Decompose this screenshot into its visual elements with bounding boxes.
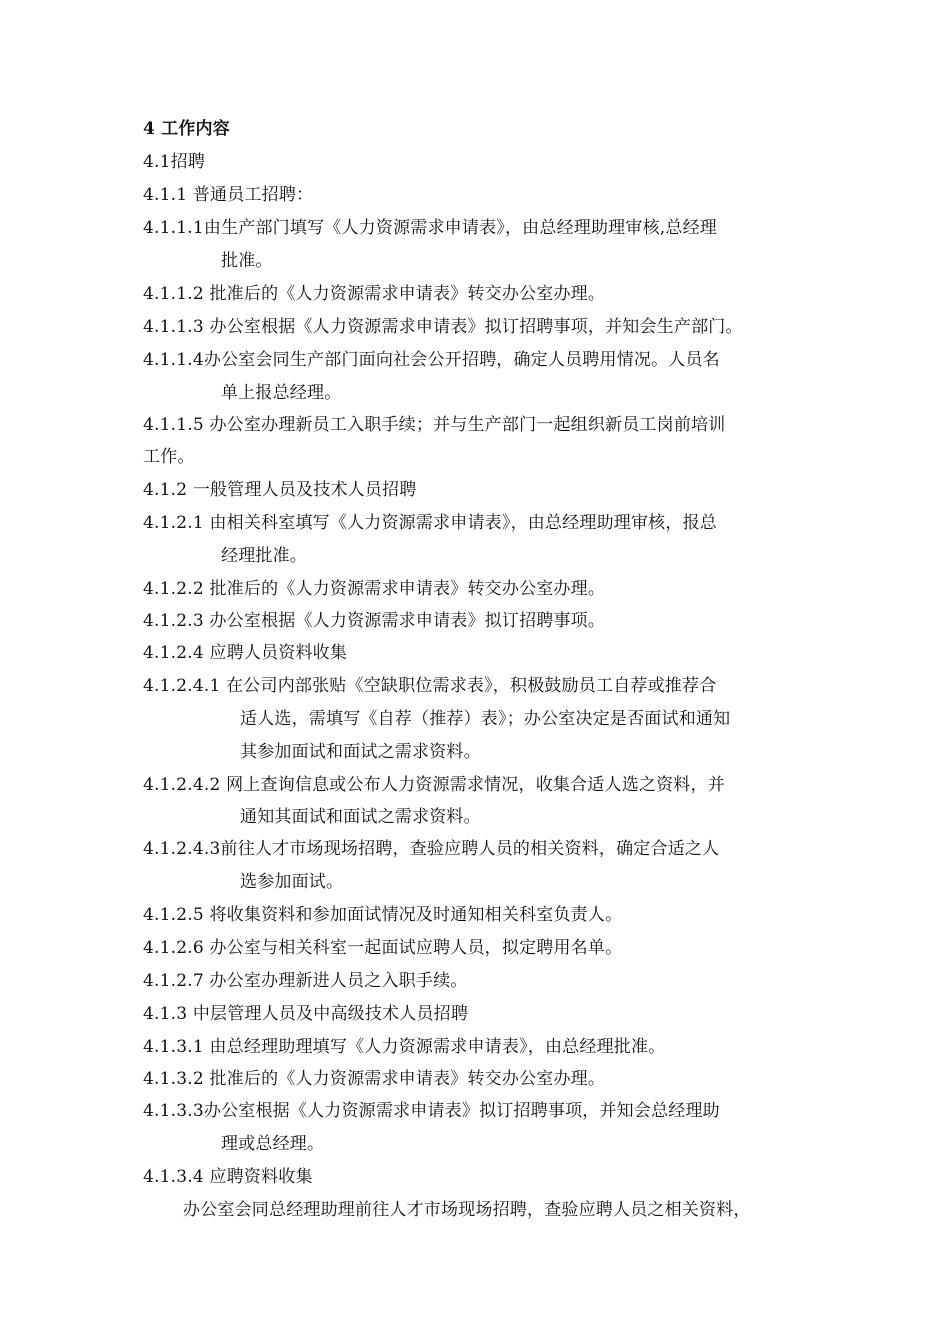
text-line: 办公室会同总经理助理前往人才市场现场招聘，查验应聘人员之相关资料， [183, 1200, 751, 1220]
text-line: 4.1.2 一般管理人员及技术人员招聘 [143, 480, 417, 500]
text-line: 4.1.2.2 批准后的《人力资源需求申请表》转交办公室办理。 [143, 579, 606, 599]
text-line: 4.1.3.4 应聘资料收集 [143, 1167, 313, 1187]
text-line: 4.1.3.2 批准后的《人力资源需求申请表》转交办公室办理。 [143, 1069, 606, 1089]
text-line: 4.1.3.1 由总经理助理填写《人力资源需求申请表》，由总经理批准。 [143, 1037, 666, 1057]
text-line: 4.1.1 普通员工招聘： [143, 185, 314, 205]
text-line: 4.1.1.4办公室会同生产部门面向社会公开招聘，确定人员聘用情况。人员名 [143, 350, 720, 370]
text-line: 4.1.2.3 办公室根据《人力资源需求申请表》拟订招聘事项。 [143, 611, 606, 631]
text-line: 理或总经理。 [221, 1134, 325, 1154]
text-line: 4.1.2.6 办公室与相关科室一起面试应聘人员，拟定聘用名单。 [143, 938, 623, 958]
text-line: 其参加面试和面试之需求资料。 [240, 742, 481, 762]
subsection-heading: 4.1招聘 [143, 152, 206, 172]
text-line: 4.1.2.4 应聘人员资料收集 [143, 643, 348, 663]
text-line: 4.1.2.1 由相关科室填写《人力资源需求申请表》，由总经理助理审核，报总 [143, 513, 717, 533]
text-line: 4.1.2.4.3前往人才市场现场招聘，查验应聘人员的相关资料，确定合适之人 [143, 839, 720, 859]
text-line: 4.1.1.3 办公室根据《人力资源需求申请表》拟订招聘事项，并知会生产部门。 [143, 317, 743, 337]
text-line: 批准。 [221, 251, 273, 271]
text-line: 4.1.1.2 批准后的《人力资源需求申请表》转交办公室办理。 [143, 284, 606, 304]
text-line: 单上报总经理。 [221, 383, 342, 403]
text-line: 经理批准。 [221, 546, 307, 566]
text-line: 4.1.1.1由生产部门填写《人力资源需求申请表》，由总经理助理审核,总经理 [143, 218, 717, 238]
text-line: 适人选，需填写《自荐（推荐）表》；办公室决定是否面试和通知 [240, 709, 731, 729]
text-line: 4.1.3 中层管理人员及中高级技术人员招聘 [143, 1004, 469, 1024]
text-line: 4.1.3.3办公室根据《人力资源需求申请表》拟订招聘事项，并知会总经理助 [143, 1101, 720, 1121]
text-line: 4.1.2.7 办公室办理新进人员之入职手续。 [143, 971, 468, 991]
text-line: 工作。 [143, 447, 195, 467]
text-line: 选参加面试。 [240, 872, 344, 892]
text-line: 通知其面试和面试之需求资料。 [240, 807, 481, 827]
text-line: 4.1.2.4.1 在公司内部张贴《空缺职位需求表》，积极鼓励员工自荐或推荐合 [143, 676, 717, 696]
text-line: 4.1.1.5 办公室办理新员工入职手续；并与生产部门一起组织新员工岗前培训 [143, 415, 726, 435]
text-line: 4.1.2.5 将收集资料和参加面试情况及时通知相关科室负责人。 [143, 905, 623, 925]
section-heading: 4 工作内容 [143, 119, 230, 139]
text-line: 4.1.2.4.2 网上查询信息或公布人力资源需求情况，收集合适人选之资料，并 [143, 775, 725, 795]
